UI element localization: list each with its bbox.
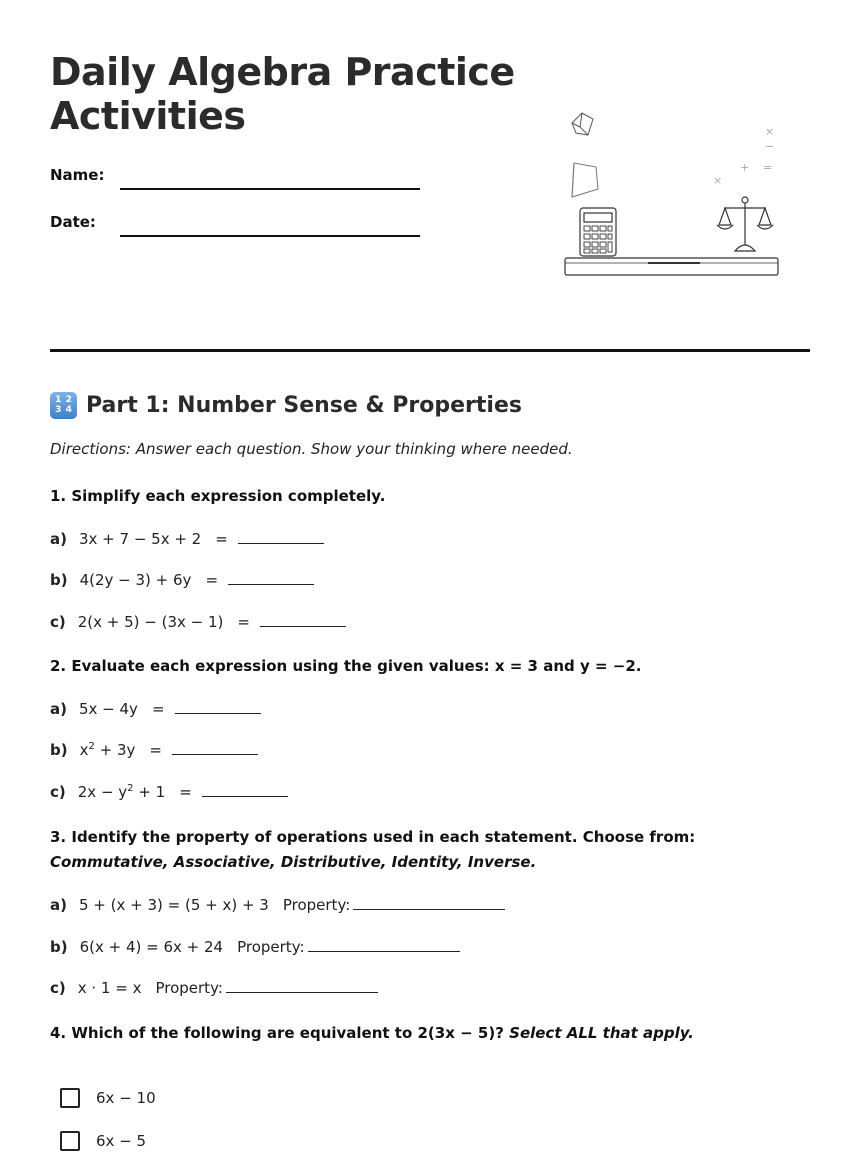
expr-rest: + 3y bbox=[94, 741, 136, 759]
svg-text:−: − bbox=[765, 140, 775, 153]
item-expression: 4(2y − 3) + 6y bbox=[79, 571, 192, 589]
icon-digit: 2 bbox=[65, 395, 72, 405]
exponent: 2 bbox=[127, 783, 134, 794]
equals-sign: = bbox=[149, 741, 162, 759]
q1-item-c bbox=[50, 612, 346, 631]
q1-item-a bbox=[50, 529, 324, 548]
q4-choice-1[interactable] bbox=[60, 1088, 156, 1108]
worksheet-page bbox=[50, 0, 810, 1161]
title-line-2: Activities bbox=[50, 94, 246, 138]
q2-item-a bbox=[50, 699, 261, 718]
q3-prompt-text: 3. Identify the property of operations used in each statement. Choose from: bbox=[50, 828, 696, 846]
question-3-prompt bbox=[50, 825, 770, 875]
date-label: Date: bbox=[50, 213, 96, 231]
item-expression bbox=[78, 783, 165, 801]
property-blank[interactable] bbox=[308, 937, 460, 952]
svg-text:=: = bbox=[763, 161, 773, 174]
svg-text:×: × bbox=[765, 125, 775, 138]
name-label: Name: bbox=[50, 166, 105, 184]
equals-sign: = bbox=[151, 700, 165, 718]
item-label: c) bbox=[50, 783, 66, 801]
property-label: Property: bbox=[155, 979, 223, 997]
q3-item-b bbox=[50, 937, 460, 956]
checkbox[interactable] bbox=[60, 1088, 80, 1108]
desk-shelf-icon bbox=[565, 258, 778, 275]
part1-heading bbox=[50, 390, 522, 420]
title-line-1: Daily Algebra Practice bbox=[50, 50, 515, 94]
answer-blank[interactable] bbox=[172, 740, 258, 755]
item-expression bbox=[80, 741, 136, 759]
choice-label: 6x − 10 bbox=[96, 1089, 156, 1107]
item-expression: 2(x + 5) − (3x − 1) bbox=[77, 613, 224, 631]
expr-base: y bbox=[118, 783, 128, 801]
property-label: Property: bbox=[237, 938, 305, 956]
expr-pre: 2x − bbox=[77, 783, 119, 801]
expr-base: x bbox=[79, 741, 89, 759]
svg-text:+: + bbox=[740, 161, 750, 174]
answer-blank[interactable] bbox=[238, 529, 324, 544]
math-symbols-icon bbox=[713, 125, 774, 187]
answer-blank[interactable] bbox=[260, 612, 346, 627]
exponent: 2 bbox=[88, 741, 95, 752]
calculator-icon bbox=[580, 208, 616, 256]
answer-blank[interactable] bbox=[202, 782, 288, 797]
cube-outline-icon bbox=[572, 113, 593, 135]
equals-sign: = bbox=[237, 613, 250, 631]
name-line[interactable] bbox=[120, 188, 420, 190]
item-expression: 6(x + 4) = 6x + 24 bbox=[79, 938, 224, 956]
q4-choice-2[interactable] bbox=[60, 1131, 146, 1151]
q4-prompt-text: 4. Which of the following are equivalent to 2(3x − 5)? bbox=[50, 1024, 510, 1042]
item-label: b) bbox=[50, 571, 68, 589]
date-line[interactable] bbox=[120, 235, 420, 237]
section-divider bbox=[50, 349, 810, 352]
balance-scale-icon bbox=[717, 197, 773, 251]
item-label: c) bbox=[50, 979, 66, 997]
name-field bbox=[50, 166, 104, 184]
item-label: a) bbox=[50, 896, 67, 914]
q3-item-a bbox=[50, 895, 505, 914]
q4-instruction: Select ALL that apply. bbox=[509, 1024, 694, 1042]
q2-item-b bbox=[50, 740, 258, 759]
item-expression: 5 + (x + 3) = (5 + x) + 3 bbox=[78, 896, 269, 914]
equals-sign: = bbox=[179, 783, 192, 801]
date-field bbox=[50, 213, 96, 231]
prism-outline-icon bbox=[572, 163, 598, 197]
math-illustration bbox=[560, 105, 795, 285]
item-expression: 3x + 7 − 5x + 2 bbox=[78, 530, 202, 548]
expr-rest: + 1 bbox=[133, 783, 166, 801]
icon-digit: 3 bbox=[55, 405, 62, 415]
answer-blank[interactable] bbox=[175, 699, 261, 714]
item-label: a) bbox=[50, 700, 67, 718]
checkbox[interactable] bbox=[60, 1131, 80, 1151]
item-label: c) bbox=[50, 613, 66, 631]
equals-sign: = bbox=[215, 530, 228, 548]
q3-options: Commutative, Associative, Distributive, Identity, Inverse. bbox=[50, 853, 537, 871]
question-4-prompt bbox=[50, 1021, 770, 1046]
answer-blank[interactable] bbox=[228, 570, 314, 585]
directions: Directions: Answer each question. Show your thinking where needed. bbox=[50, 440, 573, 458]
q1-item-b bbox=[50, 570, 314, 589]
svg-text:×: × bbox=[713, 174, 723, 187]
q2-item-c bbox=[50, 782, 288, 801]
item-label: b) bbox=[50, 938, 68, 956]
icon-digit: 1 bbox=[55, 395, 62, 405]
question-2-prompt: 2. Evaluate each expression using the given values: x = 3 and y = −2. bbox=[50, 657, 642, 675]
property-label: Property: bbox=[282, 896, 351, 914]
property-blank[interactable] bbox=[353, 895, 505, 910]
item-label: b) bbox=[50, 741, 68, 759]
part1-heading-text: Part 1: Number Sense & Properties bbox=[86, 392, 522, 418]
q3-item-c bbox=[50, 978, 378, 997]
numbers-1234-icon bbox=[50, 392, 77, 419]
property-blank[interactable] bbox=[226, 978, 378, 993]
item-label: a) bbox=[50, 530, 67, 548]
choice-label: 6x − 5 bbox=[96, 1132, 147, 1150]
equals-sign: = bbox=[205, 571, 219, 589]
question-1-prompt: 1. Simplify each expression completely. bbox=[50, 487, 386, 505]
icon-digit: 4 bbox=[65, 405, 72, 415]
item-expression: x · 1 = x bbox=[77, 979, 142, 997]
page-title bbox=[50, 50, 530, 138]
item-expression: 5x − 4y bbox=[78, 700, 138, 718]
